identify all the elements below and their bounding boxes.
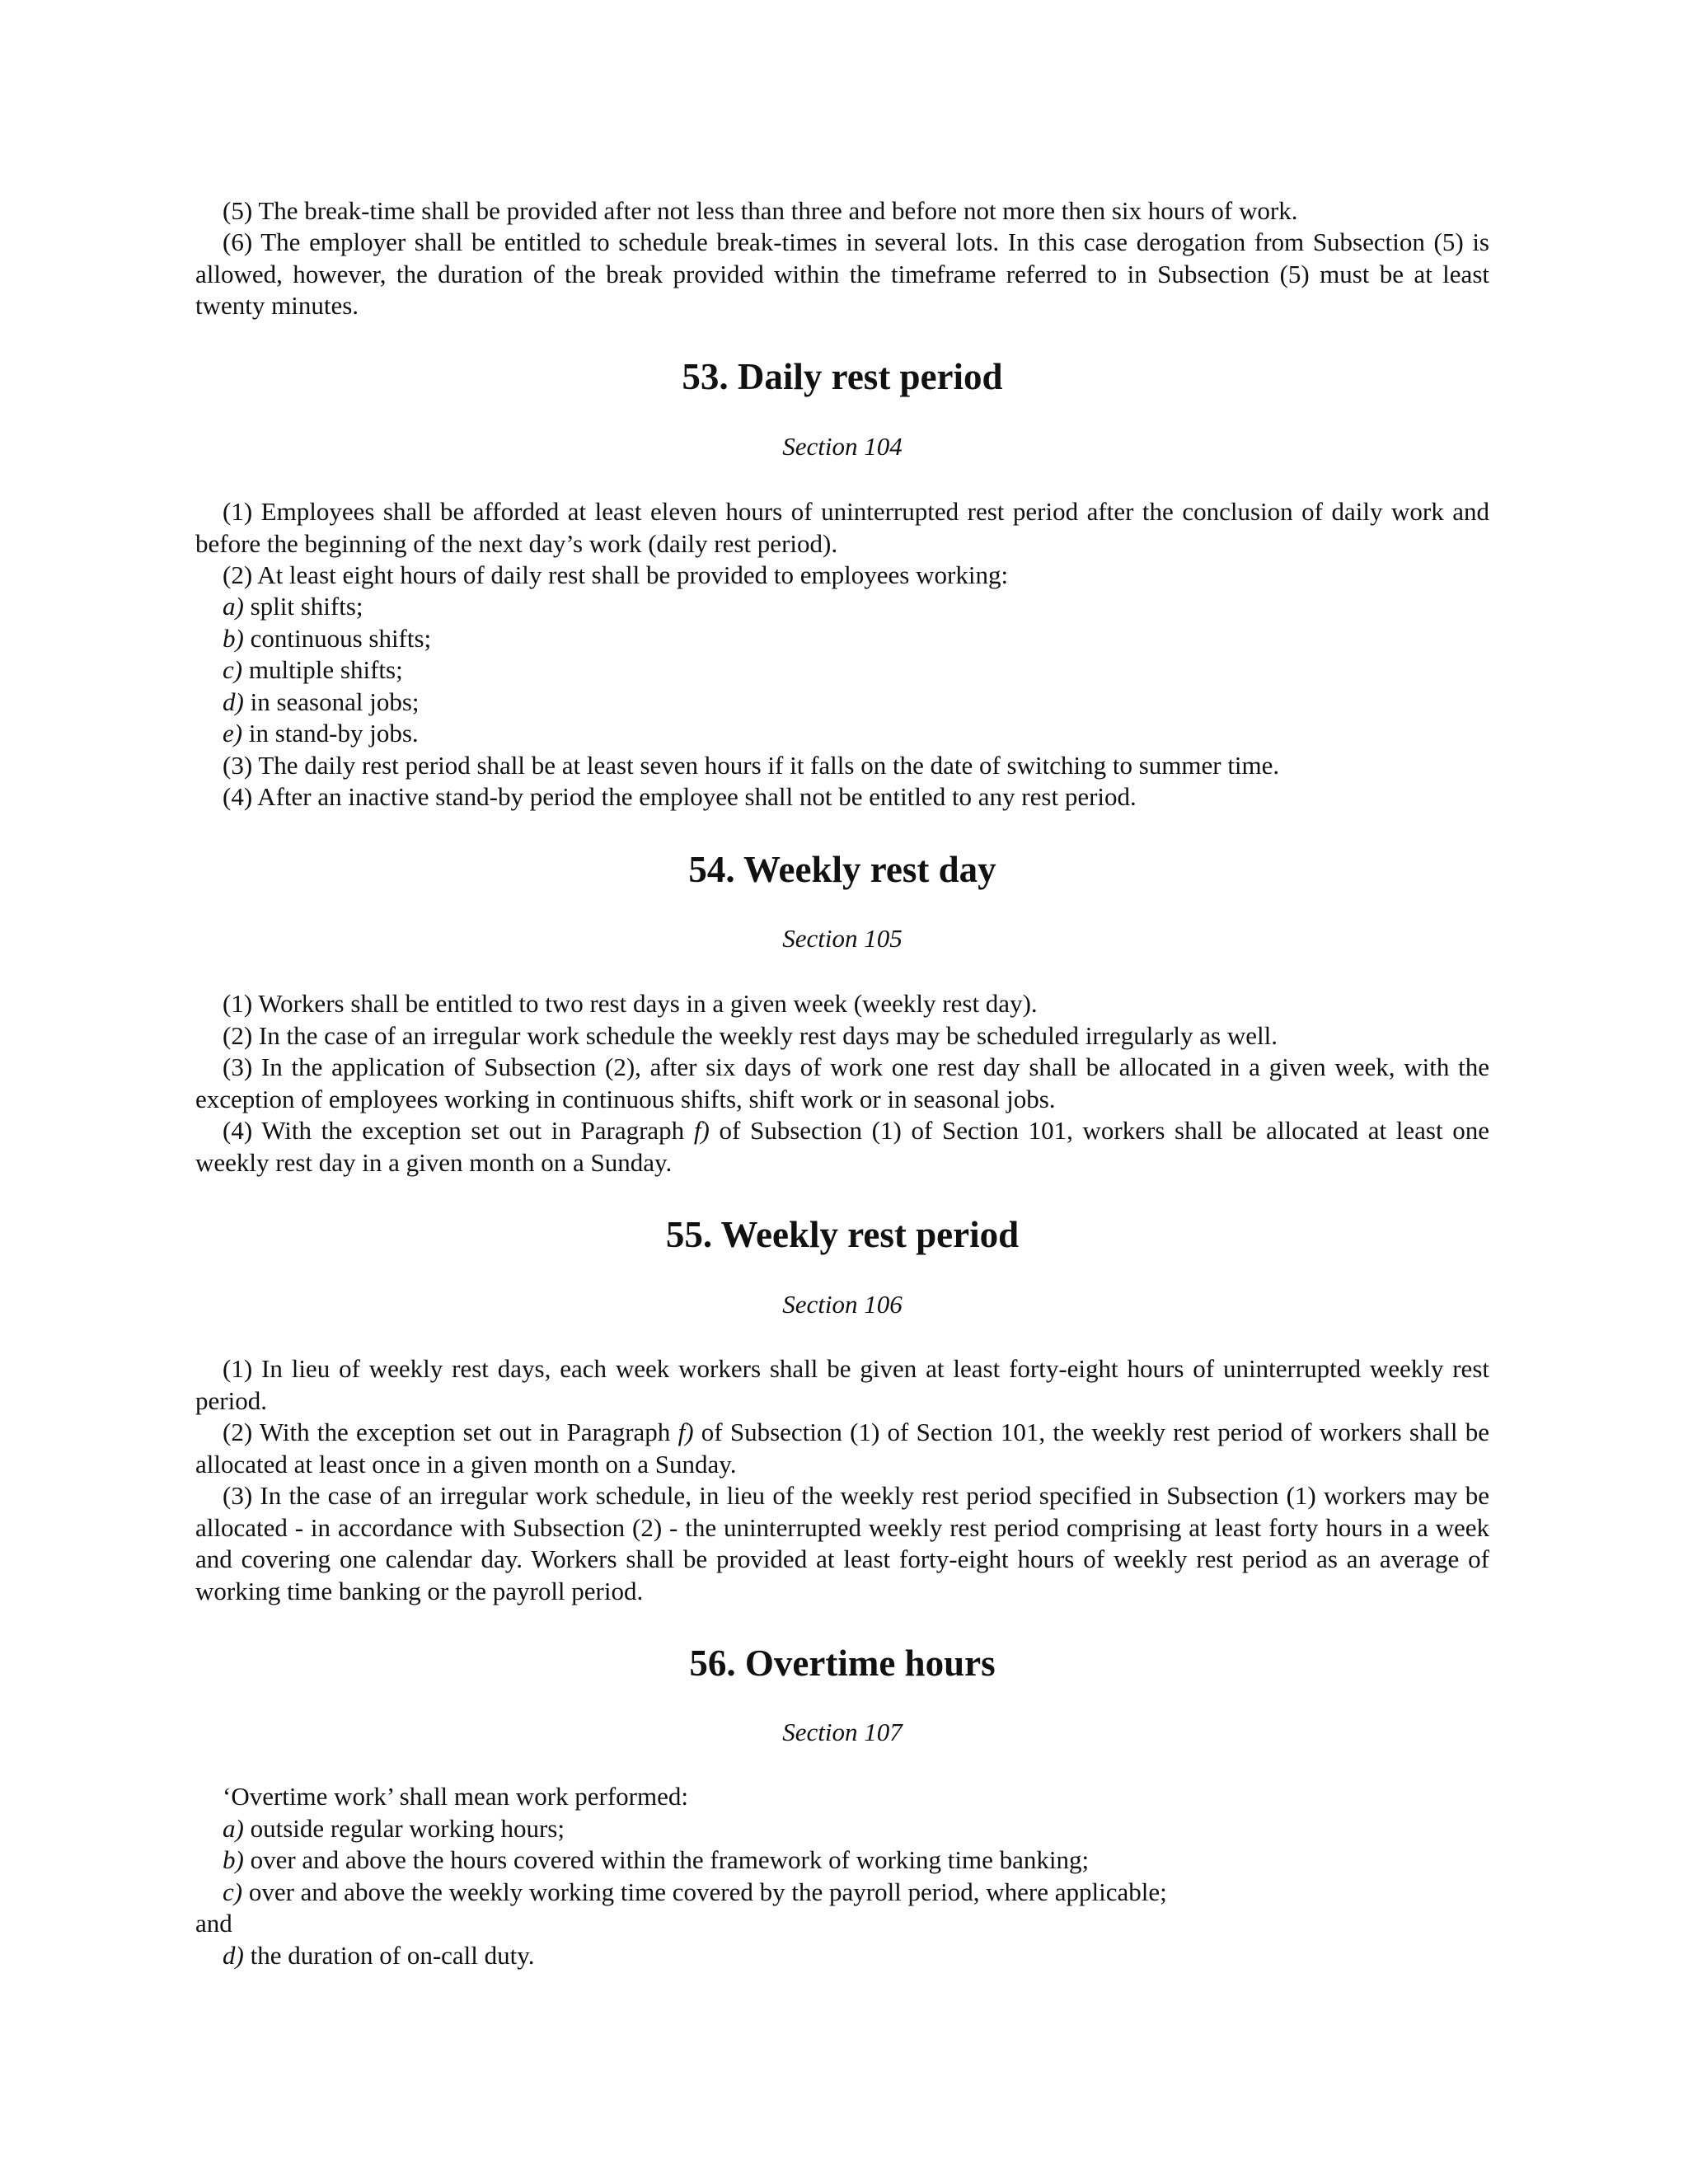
section-104-label: Section 104 <box>782 432 903 461</box>
s106-paragraph-1: (1) In lieu of weekly rest days, each week workers shall be given at least forty-eight hours of uninterrupted weekly rest period. <box>195 1354 1489 1415</box>
s107-intro: ‘Overtime work’ shall mean work performed: <box>223 1782 688 1811</box>
paragraph-ref: f) <box>678 1418 694 1446</box>
s104-item-b <box>195 623 1489 655</box>
s107-item-d <box>195 1940 1489 1972</box>
s104-item-d <box>195 687 1489 719</box>
item-text: over and above the weekly working time covered by the payroll period, where applicable; <box>242 1877 1167 1906</box>
heading-55: 55. Weekly rest period <box>665 1214 1020 1255</box>
s104-paragraph-1: (1) Employees shall be afforded at least eleven hours of uninterrupted rest period after the conclusion of daily work and before the beginning of the next day’s work (daily rest period). <box>195 497 1489 558</box>
s106-paragraph-2 <box>195 1417 1489 1480</box>
item-text: over and above the hours covered within the framework of working time banking; <box>243 1845 1090 1874</box>
item-marker: c) <box>223 1877 243 1906</box>
text-run: (4) With the exception set out in Paragraph <box>223 1116 694 1145</box>
item-marker: b) <box>223 624 244 653</box>
item-text: multiple shifts; <box>242 655 403 684</box>
paragraph-ref: f) <box>693 1116 710 1145</box>
heading-53: 53. Daily rest period <box>682 356 1003 397</box>
s104-item-a <box>195 591 1489 623</box>
s107-item-b <box>195 1844 1489 1877</box>
text-run: (2) With the exception set out in Paragraph <box>223 1418 678 1446</box>
item-text: outside regular working hours; <box>243 1814 565 1843</box>
section-107-label: Section 107 <box>782 1718 903 1746</box>
heading-54: 54. Weekly rest day <box>688 849 996 890</box>
item-text: continuous shifts; <box>243 624 432 653</box>
text-run: of Subsection (1) of Section 101, the weekly rest period of workers shall be allocated at least once in a given month on a Sunday. <box>195 1418 1489 1479</box>
s104-paragraph-2: (2) At least eight hours of daily rest shall be provided to employees working: <box>223 560 1009 589</box>
item-marker: b) <box>223 1845 244 1874</box>
item-text: the duration of on-call duty. <box>243 1941 535 1970</box>
heading-56: 56. Overtime hours <box>689 1643 996 1684</box>
s105-paragraph-1: (1) Workers shall be entitled to two rest days in a given week (weekly rest day). <box>223 989 1038 1018</box>
item-marker: a) <box>223 1814 244 1843</box>
item-marker: d) <box>223 687 244 716</box>
s105-paragraph-4 <box>195 1115 1489 1179</box>
item-marker: d) <box>223 1941 244 1970</box>
text-run: of Subsection (1) of Section 101, workers shall be allocated at least one weekly rest day in a given month on a Sunday. <box>195 1116 1489 1177</box>
section-105-label: Section 105 <box>782 924 903 953</box>
item-text: in seasonal jobs; <box>243 687 420 716</box>
item-marker: a) <box>223 592 244 621</box>
item-text: in stand-by jobs. <box>242 719 419 748</box>
item-marker: e) <box>223 719 243 748</box>
s104-item-e <box>195 718 1489 750</box>
s104-paragraph-3: (3) The daily rest period shall be at least seven hours if it falls on the date of switching to summer time. <box>223 751 1280 780</box>
s104-item-c <box>195 654 1489 687</box>
item-text: split shifts; <box>243 592 363 621</box>
item-marker: c) <box>223 655 243 684</box>
s107-and: and <box>195 1909 232 1938</box>
s107-item-c <box>195 1877 1489 1909</box>
paragraph-6: (6) The employer shall be entitled to schedule break-times in several lots. In this case derogation from Subsection (5) is allowed, however, the duration of the break provided within the timeframe referred to in Subsection (5) must be at least twenty minutes. <box>195 227 1489 320</box>
s104-paragraph-4: (4) After an inactive stand-by period the employee shall not be entitled to any rest period. <box>223 782 1137 811</box>
s106-paragraph-3: (3) In the case of an irregular work schedule, in lieu of the weekly rest period specified in Subsection (1) workers may be allocated - in accordance with Subsection (2) - the uninterrupted weekly rest period comprising at least forty hours in a week and covering one calendar day. Workers shall be provided at least forty-eight hours of weekly rest period as an average of working time banking or the payroll period. <box>195 1481 1489 1605</box>
section-106-label: Section 106 <box>782 1290 903 1319</box>
paragraph-5: (5) The break-time shall be provided after not less than three and before not more then six hours of work. <box>223 196 1298 225</box>
s105-paragraph-2: (2) In the case of an irregular work schedule the weekly rest days may be scheduled irregularly as well. <box>223 1021 1278 1050</box>
s107-item-a <box>195 1813 1489 1845</box>
s105-paragraph-3: (3) In the application of Subsection (2), after six days of work one rest day shall be allocated in a given week, with the exception of employees working in continuous shifts, shift work or in seasonal jobs. <box>195 1052 1489 1113</box>
